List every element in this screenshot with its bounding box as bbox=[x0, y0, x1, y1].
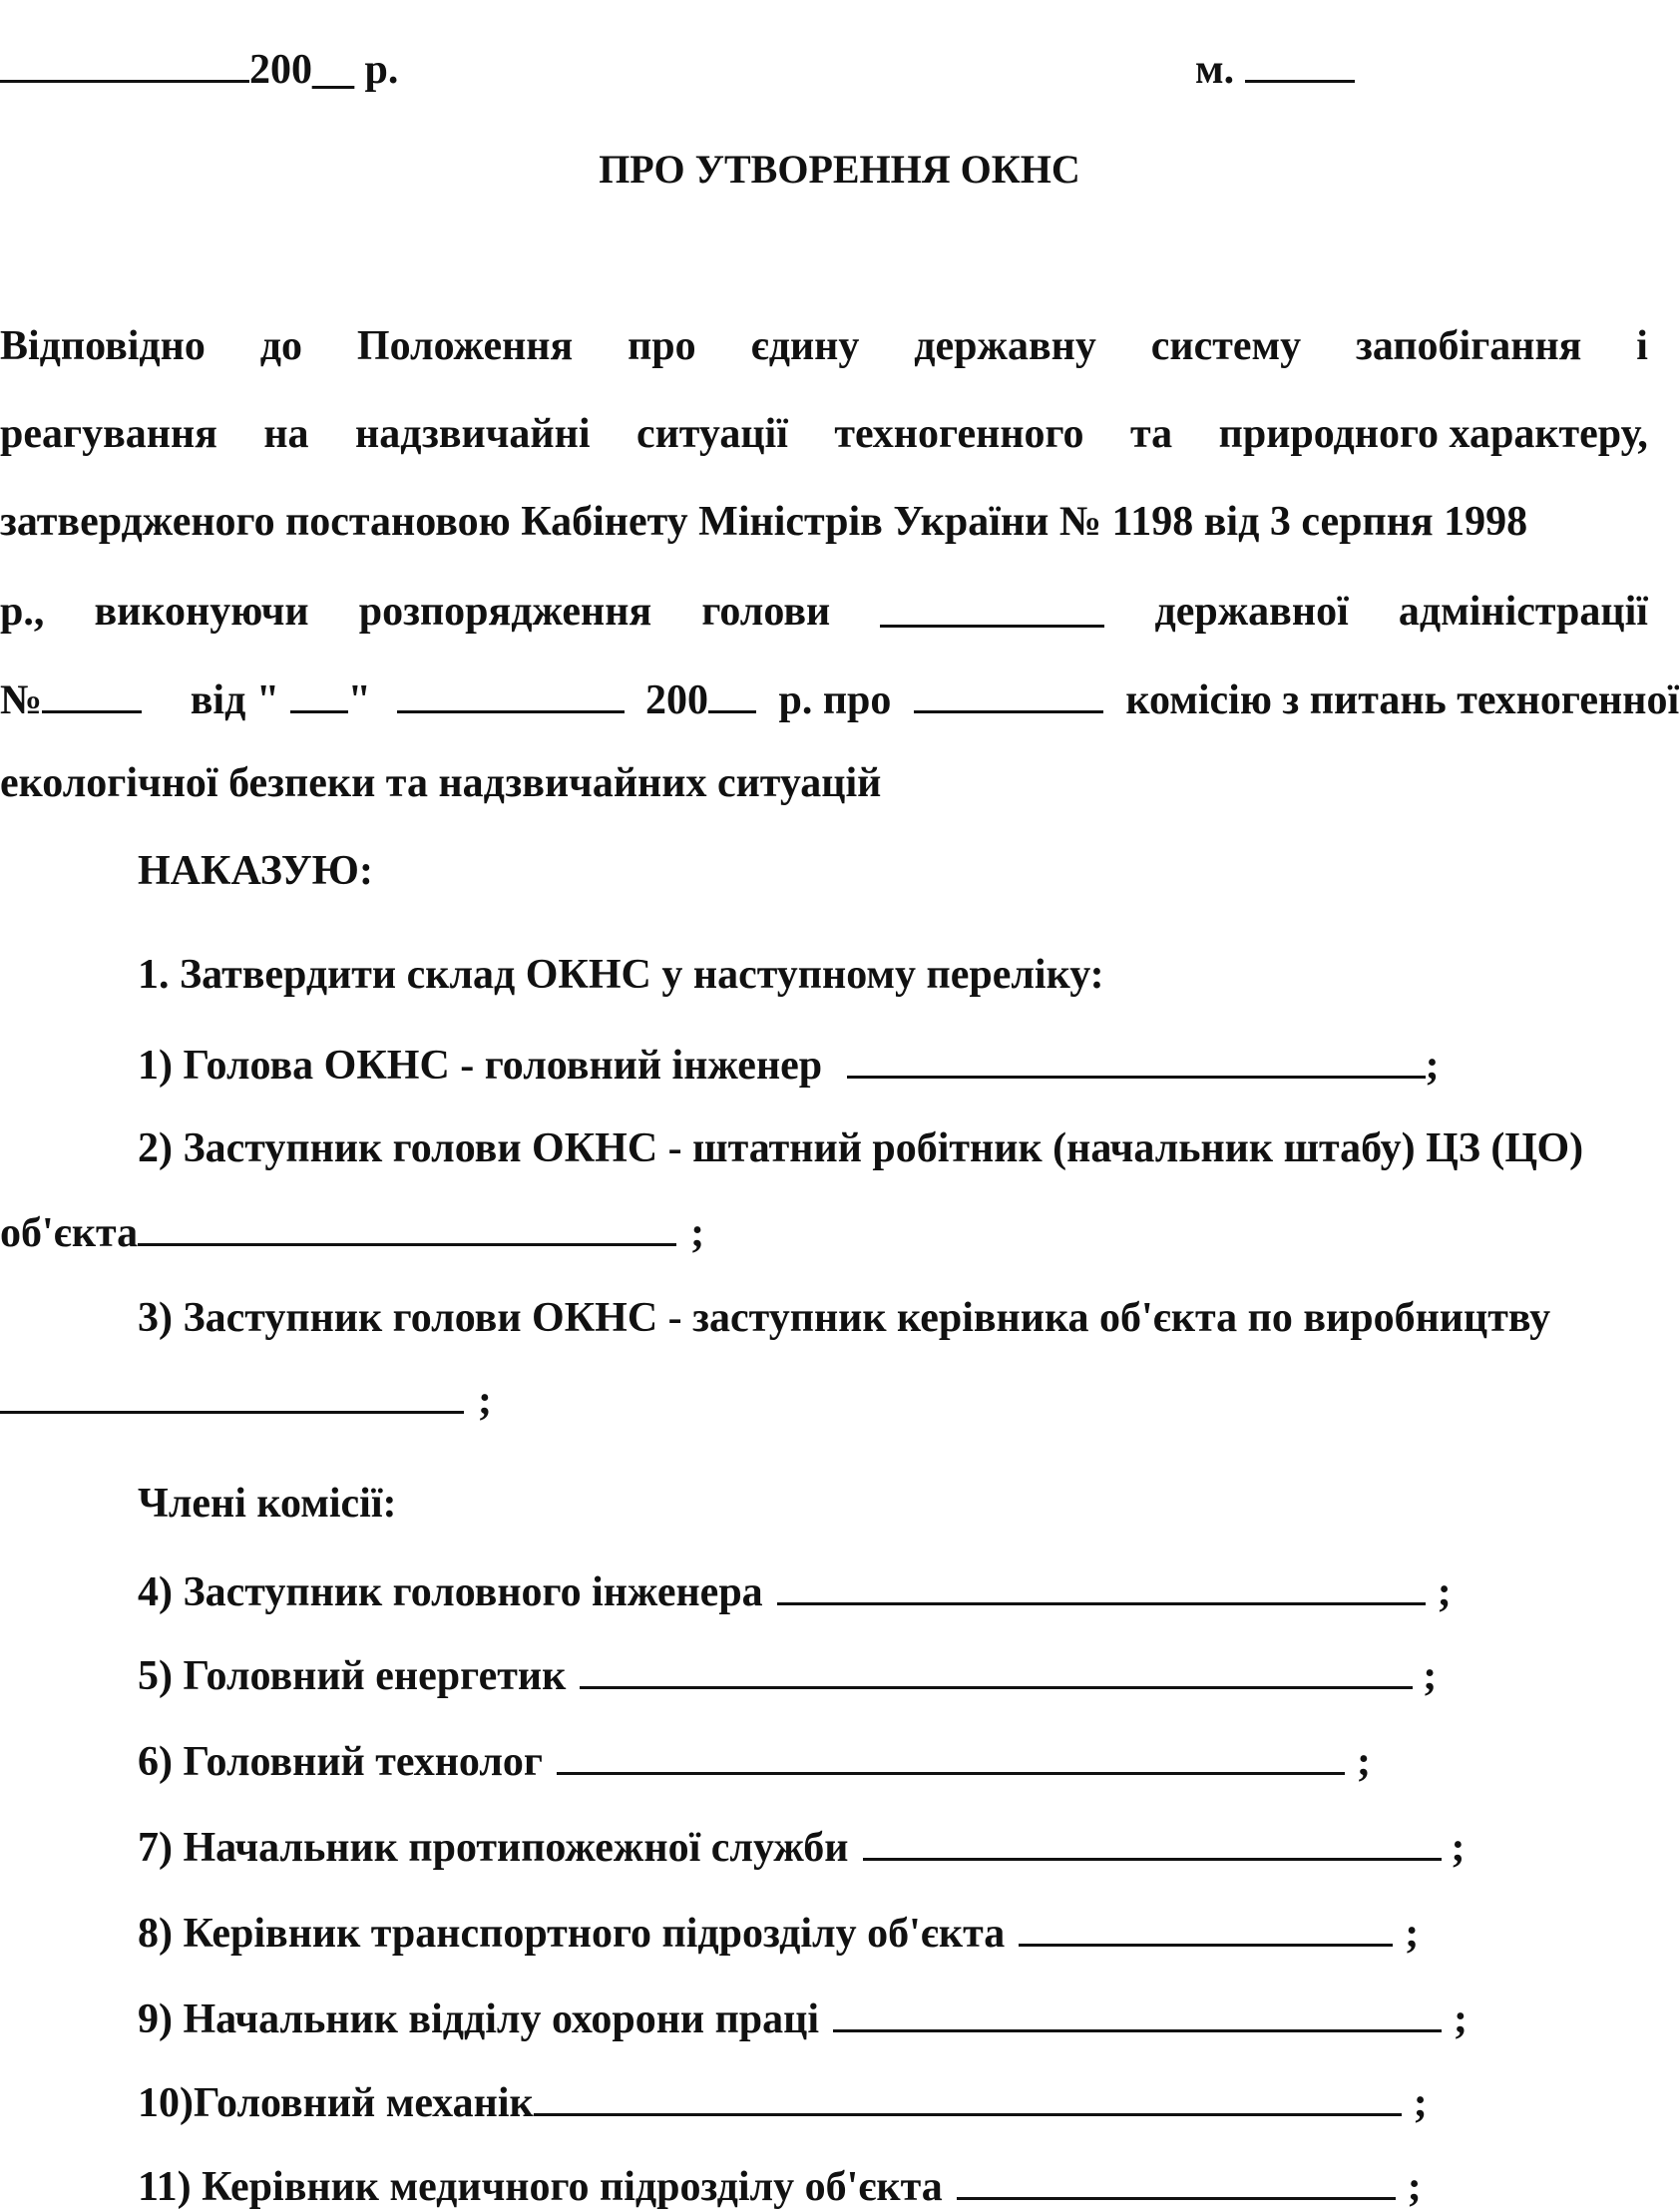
header-town bbox=[1195, 46, 1355, 91]
date-year: 200__ р. bbox=[249, 47, 399, 93]
member-row-5: 5) Головний енергетик ; bbox=[138, 1653, 1438, 1699]
item-approve-composition: 1. Затвердити склад ОКНС у наступному переліку: bbox=[138, 952, 1104, 998]
member-row-1: 1) Голова ОКНС - головний інженер ; bbox=[138, 1043, 1440, 1089]
order-heading: НАКАЗУЮ: bbox=[138, 848, 373, 894]
preamble-line-4: р., виконуючи розпорядження голови державної адміністрації bbox=[0, 589, 1648, 635]
member-row-2-cont: об'єкта ; bbox=[0, 1210, 705, 1256]
preamble-line-1: Відповідно до Положення про єдину державну систему запобігання і bbox=[0, 323, 1648, 369]
town-prefix: м. bbox=[1195, 47, 1235, 93]
administration-blank bbox=[880, 591, 1104, 628]
preamble-line-2: реагування на надзвичайні ситуації техногенного та природного характеру, bbox=[0, 411, 1648, 457]
preamble-line-6: екологічної безпеки та надзвичайних ситуацій bbox=[0, 760, 882, 806]
document-title: ПРО УТВОРЕННЯ ОКНС bbox=[599, 147, 1080, 192]
member-row-7: 7) Начальник протипожежної служби ; bbox=[138, 1825, 1466, 1871]
header-date bbox=[0, 46, 398, 91]
preamble-line-3: затвердженого постановою Кабінету Міністрів України № 1198 від 3 серпня 1998 bbox=[0, 499, 1528, 545]
members-heading: Члені комісії: bbox=[138, 1481, 397, 1527]
member-row-8: 8) Керівник транспортного підрозділу об'єкта ; bbox=[138, 1911, 1420, 1957]
member-row-2: 2) Заступник голови ОКНС - штатний робітник (начальник штабу) ЦЗ (ЦО) bbox=[138, 1125, 1584, 1171]
member-row-4: 4) Заступник головного інженера ; bbox=[138, 1569, 1452, 1615]
town-blank bbox=[1245, 46, 1355, 83]
member-row-3-cont: ; bbox=[0, 1377, 492, 1422]
member-row-11: 11) Керівник медичного підрозділу об'єкта ; bbox=[138, 2164, 1422, 2210]
member-row-3: 3) Заступник голови ОКНС - заступник керівника об'єкта по виробництву bbox=[138, 1295, 1551, 1341]
member-row-9: 9) Начальник відділу охорони праці ; bbox=[138, 1996, 1469, 2042]
member-row-6: 6) Головний технолог ; bbox=[138, 1739, 1371, 1785]
preamble-line-5: № від " " 200 р. про комісію з питань техногенної bbox=[0, 677, 1679, 723]
date-blank bbox=[0, 46, 249, 83]
member-row-10: 10)Головний механік ; bbox=[138, 2080, 1428, 2126]
